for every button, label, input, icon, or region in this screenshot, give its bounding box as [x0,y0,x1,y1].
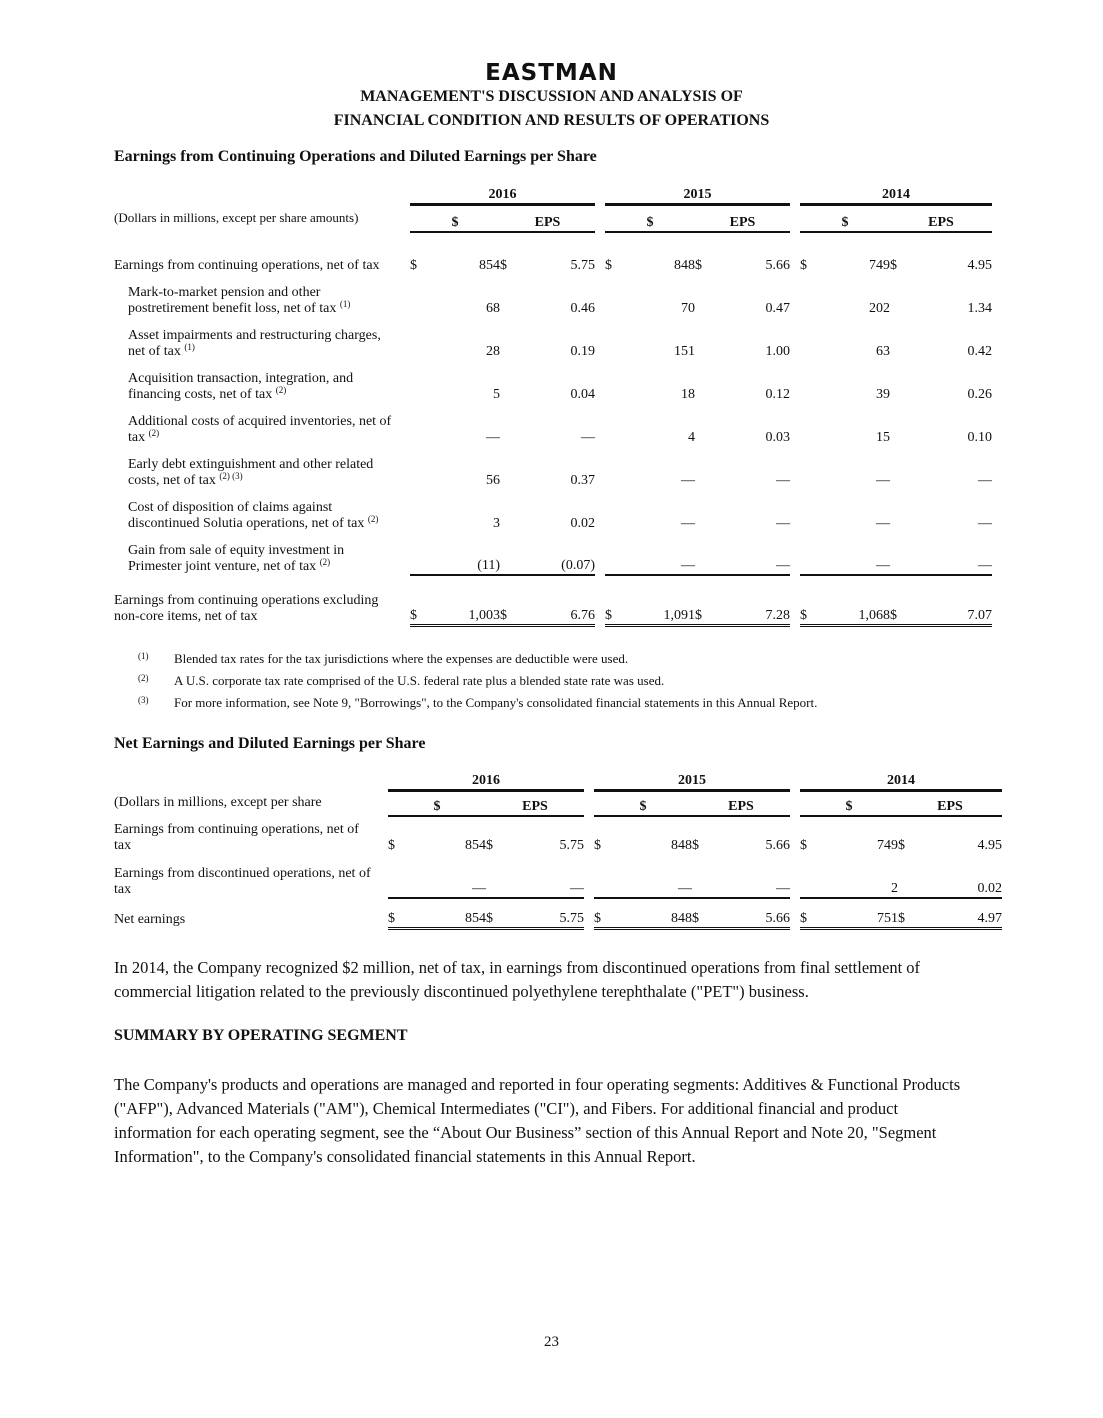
currency-symbol: $ [594,838,601,853]
eps-value: 5.66 [765,258,790,273]
dollar-value: 39 [876,387,890,402]
currency-symbol [605,532,625,575]
currency-symbol: $ [898,898,918,928]
currency-symbol: $ [605,575,625,625]
currency-symbol [800,403,820,446]
row-label: Asset impairments and restructuring charges, net of tax $^{(1)}$ [128,328,381,359]
paragraph-operating-segments: The Company's products and operations are managed and reported in four operating segments: Additives & Functional Products ("AFP"), Advanced Materials ("AM"), Chemical Intermediates ("CI"), and Fibers. For additional financial and product information for each operating segment, see the “About Our Business” section of this Annual Report and Note 20, "Segment Information", to the Company's consolidated financial statements in this Annual Report. [114,1075,961,1166]
currency-symbol: $ [692,898,712,928]
row-label: Gain from sale of equity investment in Primester joint venture, net of tax $^{(2)}$ [128,543,345,574]
currency-symbol [500,446,520,489]
currency-symbol [500,532,520,575]
eps-value: 0.19 [570,344,595,359]
dollar-value: — [678,881,692,896]
currency-symbol [695,360,715,403]
currency-symbol [605,317,625,360]
currency-symbol: $ [594,898,614,928]
currency-symbol [695,489,715,532]
eps-value: 5.75 [506,898,584,928]
currency-symbol [500,317,520,360]
column-header: $ [594,790,692,816]
year-header: 2014 [800,180,992,204]
table-row [114,274,992,317]
currency-symbol [500,274,520,317]
currency-symbol: $ [692,838,699,853]
dollar-value: — [876,473,890,488]
header-line-2: FINANCIAL CONDITION AND RESULTS OF OPERATIONS [333,112,770,129]
currency-symbol [410,489,430,532]
row-label: Cost of disposition of claims against discontinued Solutia operations, net of tax $^{(2)}$ [128,500,379,531]
year-header: 2015 [594,766,790,790]
eps-value: — [581,430,595,445]
row-label: Additional costs of acquired inventories, net of tax $^{(2)}$ [128,414,392,445]
currency-symbol [890,360,910,403]
currency-symbol: $ [388,838,395,853]
dollar-value: 202 [869,301,890,316]
currency-symbol [695,274,715,317]
table-row [114,854,1002,898]
eps-value: (0.07) [561,558,595,573]
currency-symbol [890,489,910,532]
currency-symbol [890,532,910,575]
footnote: (2) A U.S. corporate tax rate comprised of the U.S. federal rate plus a blended state rate was used. [138,673,665,688]
eps-value: — [776,473,790,488]
eps-value: — [776,881,790,896]
currency-symbol [410,446,430,489]
table-row [114,232,992,274]
continuing-operations-table [114,180,992,627]
row-label: Earnings from continuing operations, net of tax [114,258,380,273]
currency-symbol: $ [890,575,910,625]
currency-symbol [594,854,614,898]
column-header: $ [605,204,695,232]
currency-symbol [410,532,430,575]
header-line-1: MANAGEMENT'S DISCUSSION AND ANALYSIS OF [360,88,743,105]
currency-symbol [410,274,430,317]
currency-symbol [695,446,715,489]
column-header: EPS [695,204,790,232]
currency-symbol [500,403,520,446]
currency-symbol [890,446,910,489]
currency-symbol [605,446,625,489]
dollar-value: 28 [486,344,500,359]
currency-symbol [898,854,918,898]
currency-symbol: $ [695,575,715,625]
column-header: $ [800,790,898,816]
table1-title: Earnings from Continuing Operations and Diluted Earnings per Share [114,148,597,165]
row-label: Early debt extinguishment and other related costs, net of tax $^{(2) (3)}$ [128,457,374,488]
currency-symbol [410,317,430,360]
currency-symbol [800,317,820,360]
table-row [114,317,992,360]
dollar-value: 749 [877,838,898,853]
currency-symbol [890,403,910,446]
dollar-value: 854 [465,838,486,853]
column-header: EPS [692,790,790,816]
dollar-value: 70 [681,301,695,316]
year-header: 2015 [605,180,790,204]
currency-symbol: $ [800,898,820,928]
eps-value: 5.75 [570,258,595,273]
dollar-value: 1,091 [625,575,695,625]
eps-value: 0.37 [570,473,595,488]
dollar-value: 15 [876,430,890,445]
eps-value: 5.75 [559,838,584,853]
currency-symbol: $ [890,258,897,273]
column-header: $ [388,790,486,816]
eps-value: 7.07 [910,575,992,625]
units-label: (Dollars in millions, except per share amounts) [114,210,359,225]
dollar-value: — [876,558,890,573]
year-header: 2014 [800,766,1002,790]
eps-value: 5.66 [712,898,790,928]
currency-symbol: $ [695,258,702,273]
currency-symbol: $ [605,258,612,273]
eps-value: 4.97 [918,898,1002,928]
dollar-value: 56 [486,473,500,488]
eps-value: 0.46 [570,301,595,316]
column-header: EPS [898,790,1002,816]
currency-symbol [800,446,820,489]
footnote: (3) For more information, see Note 9, "Borrowings", to the Company's consolidated financial statements in this Annual Report. [138,695,818,710]
currency-symbol [605,403,625,446]
row-label: Acquisition transaction, integration, and financing costs, net of tax $^{(2)}$ [128,371,354,402]
dollar-value: 2 [891,881,898,896]
eps-value: 0.47 [765,301,790,316]
dollar-value: 848 [671,838,692,853]
currency-symbol [388,854,408,898]
column-header: EPS [890,204,992,232]
row-label: Net earnings [114,912,186,927]
footnote: (1) Blended tax rates for the tax jurisdictions where the expenses are deductible were used. [138,651,629,666]
currency-symbol [800,489,820,532]
units-label: (Dollars in millions, except per share [114,795,322,810]
eps-value: 4.95 [977,838,1002,853]
eps-value: 0.10 [967,430,992,445]
dollar-value: 749 [869,258,890,273]
dollar-value: — [681,473,695,488]
currency-symbol [500,489,520,532]
dollar-value: — [681,516,695,531]
table-row [114,898,1002,928]
dollar-value: — [681,558,695,573]
currency-symbol: $ [486,898,506,928]
dollar-value: 751 [820,898,898,928]
dollar-value: 1,068 [820,575,890,625]
dollar-value: — [876,516,890,531]
eps-value: 6.76 [520,575,595,625]
footnotes [138,648,817,714]
row-label: Earnings from discontinued operations, net of tax [114,866,371,897]
net-earnings-table [114,766,1002,930]
currency-symbol: $ [410,575,430,625]
page-number: 23 [544,1334,559,1350]
currency-symbol [800,274,820,317]
column-header: $ [800,204,890,232]
currency-symbol [605,489,625,532]
currency-symbol: $ [898,838,905,853]
currency-symbol: $ [500,575,520,625]
eps-value: 0.42 [967,344,992,359]
eps-value: 1.00 [765,344,790,359]
currency-symbol [800,854,820,898]
dollar-value: 68 [486,301,500,316]
section-title-segments: SUMMARY BY OPERATING SEGMENT [114,1027,408,1044]
dollar-value: 854 [479,258,500,273]
table-row [114,816,1002,854]
currency-symbol [692,854,712,898]
eps-value: 0.03 [765,430,790,445]
eps-value: 0.26 [967,387,992,402]
dollar-value: 848 [614,898,692,928]
row-label: Earnings from continuing operations, net of tax [114,822,359,853]
column-header: EPS [500,204,595,232]
dollar-value: (11) [477,558,500,573]
currency-symbol: $ [388,898,408,928]
dollar-value: 151 [674,344,695,359]
eps-value: 0.04 [570,387,595,402]
currency-symbol [890,274,910,317]
eps-value: 0.02 [570,516,595,531]
eps-value: — [776,558,790,573]
eps-value: 0.02 [977,881,1002,896]
currency-symbol: $ [800,258,807,273]
row-label: Mark-to-market pension and other postretirement benefit loss, net of tax $^{(1)}$ [128,285,351,316]
currency-symbol: $ [486,838,493,853]
currency-symbol [486,854,506,898]
currency-symbol [695,532,715,575]
table-row [114,489,992,532]
eps-value: — [978,473,992,488]
dollar-value: 4 [688,430,695,445]
currency-symbol [890,317,910,360]
currency-symbol [695,317,715,360]
paragraph-discontinued-operations: In 2014, the Company recognized $2 million, net of tax, in earnings from discontinued operations from final settlement of commercial litigation related to the previously discontinued polyethylene terephthalate ("PET") business. [114,958,921,1001]
table-row [114,575,992,625]
year-header: 2016 [388,766,584,790]
row-label: Earnings from continuing operations excluding non-core items, net of tax [114,593,379,624]
dollar-value: 854 [408,898,486,928]
table-row [114,360,992,403]
column-header: EPS [486,790,584,816]
eastman-logo: EASTMAN [485,60,618,86]
dollar-value: — [472,881,486,896]
eps-value: 7.28 [715,575,790,625]
table-row [114,532,992,575]
eps-value: — [978,558,992,573]
eps-value: — [570,881,584,896]
table2-title: Net Earnings and Diluted Earnings per Share [114,735,426,752]
currency-symbol [605,274,625,317]
year-header: 2016 [410,180,595,204]
currency-symbol: $ [800,838,807,853]
currency-symbol: $ [500,258,507,273]
currency-symbol [800,532,820,575]
currency-symbol [800,360,820,403]
currency-symbol: $ [410,258,417,273]
eps-value: — [978,516,992,531]
currency-symbol [500,360,520,403]
currency-symbol [410,360,430,403]
dollar-value: 1,003 [430,575,500,625]
eps-value: 0.12 [765,387,790,402]
table-row [114,446,992,489]
currency-symbol [410,403,430,446]
dollar-value: 63 [876,344,890,359]
dollar-value: 18 [681,387,695,402]
dollar-value: 848 [674,258,695,273]
dollar-value: 5 [493,387,500,402]
eps-value: — [776,516,790,531]
currency-symbol [605,360,625,403]
table-row [114,403,992,446]
eps-value: 1.34 [967,301,992,316]
dollar-value: — [486,430,500,445]
eps-value: 5.66 [765,838,790,853]
eps-value: 4.95 [967,258,992,273]
column-header: $ [410,204,500,232]
dollar-value: 3 [493,516,500,531]
currency-symbol [695,403,715,446]
currency-symbol: $ [800,575,820,625]
